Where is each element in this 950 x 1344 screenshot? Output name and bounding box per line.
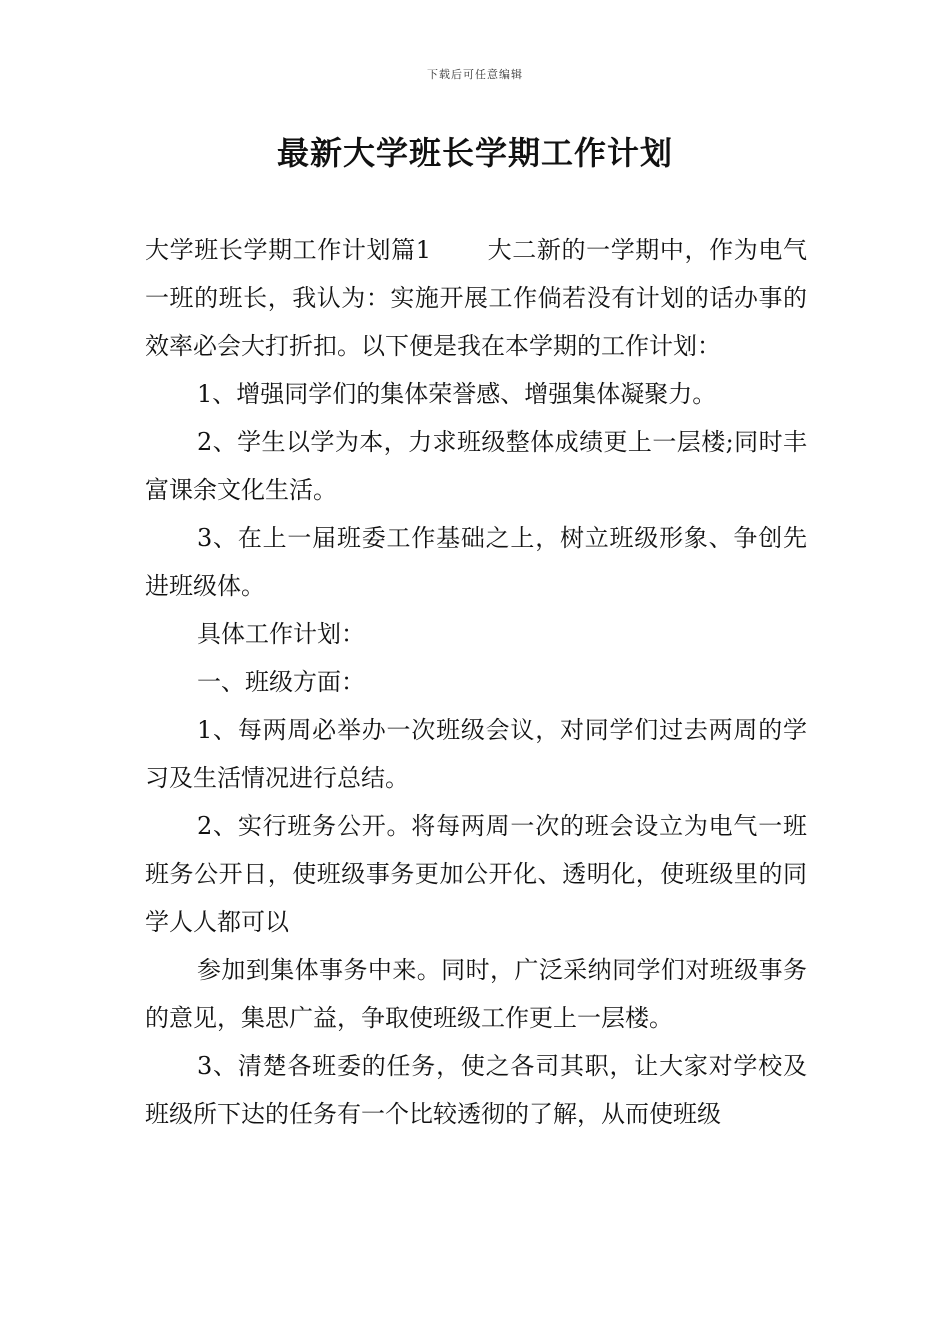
class-item-3-paragraph: 3、清楚各班委的任务，使之各司其职，让大家对学校及班级所下达的任务有一个比较透彻的了解，从而使班级	[145, 1052, 807, 1128]
goal-1-paragraph: 1、增强同学们的集体荣誉感、增强集体凝聚力。	[197, 380, 717, 408]
class-item-1-paragraph: 1、每两周必举办一次班级会议，对同学们过去两周的学习及生活情况进行总结。	[145, 716, 807, 792]
document-title: 最新大学班长学期工作计划	[276, 134, 673, 172]
document-body	[145, 226, 807, 1138]
header-note: 下载后可任意编辑	[427, 68, 523, 81]
intro-paragraph	[145, 226, 807, 370]
intro-label: 大学班长学期工作计划篇1	[145, 236, 432, 264]
goal-3-paragraph: 3、在上一届班委工作基础之上，树立班级形象、争创先进班级体。	[145, 524, 807, 600]
class-item-2-continuation: 参加到集体事务中来。同时，广泛采纳同学们对班级事务的意见，集思广益，争取使班级工作更上一层楼。	[145, 956, 807, 1032]
plan-heading: 具体工作计划：	[197, 620, 365, 648]
goal-2-paragraph: 2、学生以学为本，力求班级整体成绩更上一层楼;同时丰富课余文化生活。	[145, 428, 807, 504]
class-item-2-paragraph: 2、实行班务公开。将每两周一次的班会设立为电气一班班务公开日，使班级事务更加公开化、透明化，使班级里的同学人人都可以	[145, 812, 807, 936]
intro-text: 大二新的一学期中，作为电气一班的班长，我认为：实施开展工作倘若没有计划的话办事的效率必会大打折扣。以下便是我在本学期的工作计划：	[145, 236, 807, 360]
section-heading-class: 一、班级方面：	[197, 668, 365, 696]
